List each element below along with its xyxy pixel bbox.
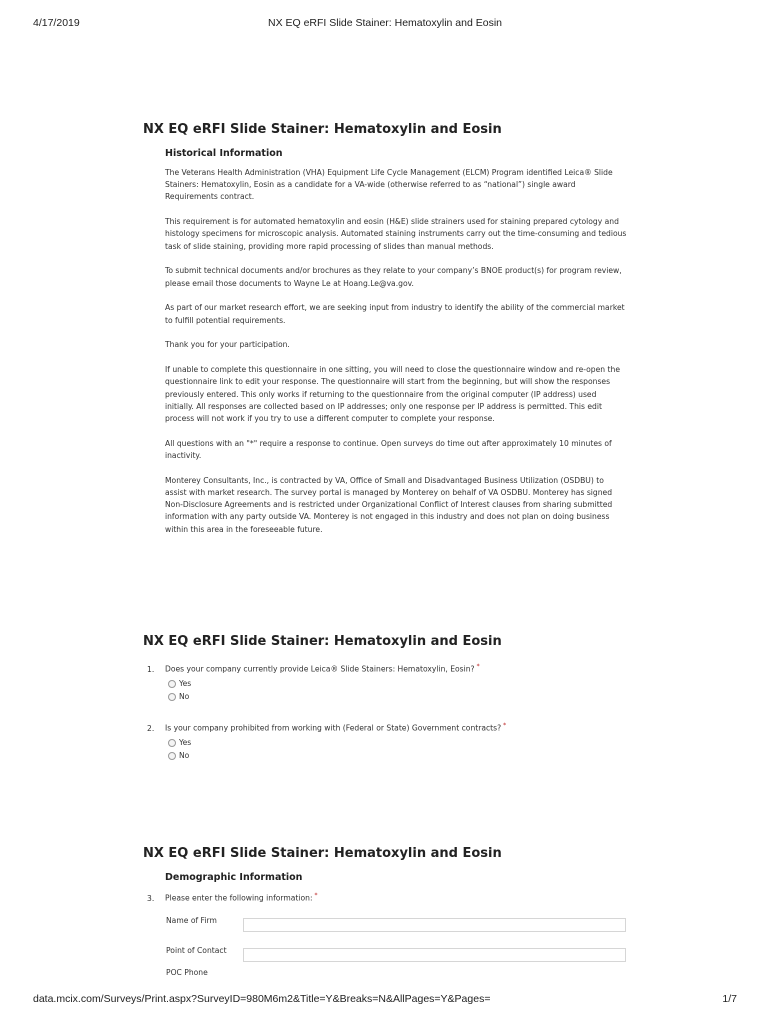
- intro-text: [165, 167, 627, 548]
- q1-option-no[interactable]: [168, 691, 189, 702]
- question-3: [147, 892, 627, 903]
- section-title: NX EQ eRFI Slide Stainer: Hematoxylin and Eosin: [143, 634, 502, 649]
- intro-paragraph: Thank you for your participation.: [165, 340, 290, 350]
- point-of-contact-input[interactable]: [243, 948, 626, 962]
- intro-paragraph: This requirement is for automated hematoxylin and eosin (H&E) slide strainers used for staining prepared cytology and histology specimens for microscopic analysis. Automated staining instruments carry out the time-consuming and tedious task of slide staining, providing more rapid processing of slides than manual methods.: [165, 217, 627, 251]
- question-number: 3.: [147, 893, 155, 903]
- print-url: data.mcix.com/Surveys/Print.aspx?SurveyID=980M6m2&Title=Y&Breaks=N&AllPages=Y&Pages=: [33, 993, 491, 1005]
- question-number: 1.: [147, 664, 155, 674]
- intro-paragraph: To submit technical documents and/or brochures as they relate to your company’s BNOE product(s) for program review, please email those documents to Wayne Le at Hoang.Le@va.gov.: [165, 266, 622, 288]
- question-text: Is your company prohibited from working with (Federal or State) Government contracts?: [165, 723, 502, 733]
- option-label: Yes: [179, 679, 192, 688]
- print-date: 4/17/2019: [33, 17, 80, 29]
- print-footer: [33, 993, 737, 1007]
- required-mark: *: [314, 892, 318, 899]
- question-2: [147, 722, 627, 733]
- intro-paragraph: If unable to complete this questionnaire in one sitting, you will need to close the questionnaire window and re-open the questionnaire link to edit your response. The questionnaire will start from the beginning, but will show the responses previously entered. This only works if returning to the questionnaire from the original computer (IP address) used initially. All responses are collected based on IP addresses; only one response per IP address is permitted. This edit process will not work if you try to use a different computer to complete your response.: [165, 365, 620, 424]
- required-mark: *: [503, 722, 507, 729]
- radio-button[interactable]: [168, 693, 176, 701]
- print-document-title: NX EQ eRFI Slide Stainer: Hematoxylin and Eosin: [267, 17, 503, 29]
- print-header: [33, 17, 737, 31]
- question-1: [147, 663, 627, 674]
- intro-paragraph: Monterey Consultants, Inc., is contracted by VA, Office of Small and Disadvantaged Business Utilization (OSDBU) to assist with market research. The survey portal is managed by Monterey on behalf of VA OSDBU. Monterey has signed Non-Disclosure Agreements and is restricted under Organizational Conflict of Interest clauses from sharing submitted information with any party outside VA. Monterey is not engaged in this industry and does not plan on doing business within this area in the foreseeable future.: [165, 475, 613, 534]
- intro-paragraph: The Veterans Health Administration (VHA) Equipment Life Cycle Management (ELCM) Program identified Leica® Slide Stainers: Hematoxylin, Eosin as a candidate for a VA-wide (otherwise referred to as “national”) single award Requirements contract.: [165, 168, 613, 202]
- option-label: No: [179, 692, 190, 701]
- radio-button[interactable]: [168, 739, 176, 747]
- question-number: 2.: [147, 723, 155, 733]
- option-label: Yes: [179, 738, 192, 747]
- name-of-firm-label: Name of Firm: [166, 916, 217, 925]
- section-title: NX EQ eRFI Slide Stainer: Hematoxylin and Eosin: [143, 846, 502, 861]
- point-of-contact-label: Point of Contact: [166, 946, 227, 955]
- intro-paragraph: As part of our market research effort, we are seeking input from industry to identify the ability of the commercial market to fulfill potential requirements.: [165, 303, 625, 325]
- name-of-firm-input[interactable]: [243, 918, 626, 932]
- q2-option-yes[interactable]: [168, 737, 191, 748]
- question-text: Does your company currently provide Leica® Slide Stainers: Hematoxylin, Eosin?: [165, 664, 475, 674]
- option-label: No: [179, 751, 190, 760]
- page-number: 1/7: [722, 993, 737, 1005]
- poc-phone-label: POC Phone: [166, 968, 208, 977]
- section-title: NX EQ eRFI Slide Stainer: Hematoxylin and Eosin: [143, 122, 502, 137]
- radio-button[interactable]: [168, 752, 176, 760]
- radio-button[interactable]: [168, 680, 176, 688]
- q1-option-yes[interactable]: [168, 678, 191, 689]
- required-mark: *: [476, 663, 480, 670]
- historical-information-heading: Historical Information: [165, 148, 283, 159]
- demographic-information-heading: Demographic Information: [165, 872, 303, 883]
- intro-paragraph: All questions with an "*" require a response to continue. Open surveys do time out after approximately 10 minutes of inactivity.: [165, 438, 612, 461]
- question-text: Please enter the following information:: [165, 893, 313, 903]
- q2-option-no[interactable]: [168, 750, 189, 761]
